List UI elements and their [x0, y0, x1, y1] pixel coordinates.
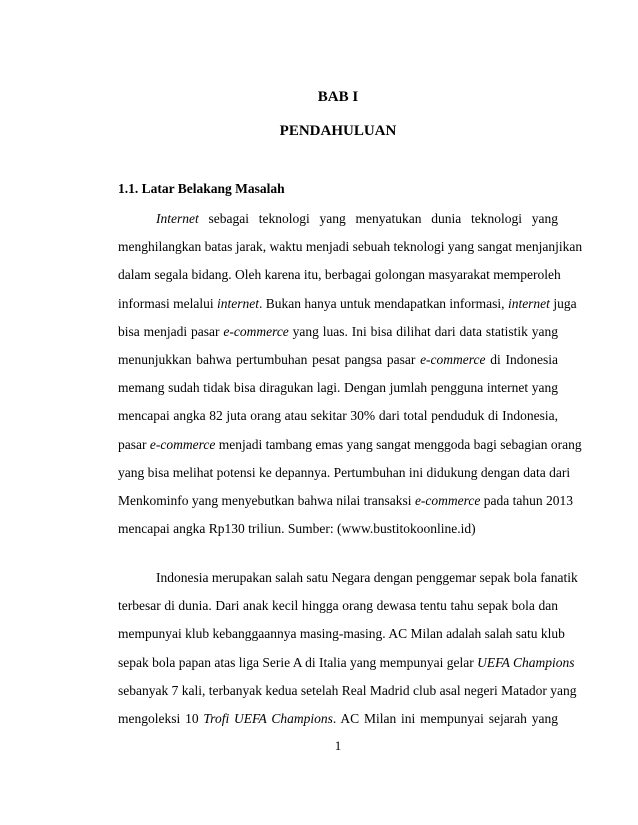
- text-run: Indonesia merupakan salah satu Negara dengan penggemar sepak bola fanatik: [156, 570, 578, 585]
- italic-term: e-commerce: [414, 493, 481, 509]
- text-run: mencapai angka 82 juta orang atau sekitar 30% dari total penduduk di Indonesia,: [118, 408, 558, 424]
- section-heading: 1.1. Latar Belakang Masalah: [118, 181, 285, 196]
- text-run: di Indonesia: [485, 352, 558, 368]
- italic-term: e-commerce: [420, 352, 486, 368]
- paragraph-line: [118, 459, 571, 487]
- text-run: mengoleksi 10: [118, 711, 204, 727]
- paragraph-latar-belakang-1: [118, 205, 583, 543]
- text-run: yang luas. Ini bisa dilihat dari data statistik yang: [288, 323, 558, 339]
- paragraph-line: [118, 402, 558, 430]
- text-run: sebanyak 7 kali, terbanyak kedua setelah Real Madrid club asal negeri Matador yang: [118, 682, 577, 698]
- italic-term: internet: [216, 295, 259, 311]
- text-run: mencapai angka Rp130 triliun. Sumber: (www.bustitokoonline.id): [118, 521, 476, 537]
- paragraph-line: [118, 205, 558, 233]
- text-run: menunjukkan bahwa pertumbuhan pesat pangsa pasar: [118, 352, 421, 368]
- paragraph-line: [118, 649, 575, 677]
- paragraph-line: [118, 233, 583, 261]
- chapter-title: PENDAHULUAN: [279, 123, 397, 139]
- text-run: sepak bola papan atas liga Serie A di Italia yang mempunyai gelar: [118, 654, 478, 670]
- text-run: juga: [549, 295, 577, 311]
- text-run: . Bukan hanya untuk mendapatkan informasi,: [258, 295, 508, 311]
- text-run: terbesar di dunia. Dari anak kecil hingga orang dewasa tentu tahu sepak bola dan: [118, 598, 558, 614]
- paragraph-line: [118, 592, 558, 620]
- text-run: yang bisa melihat potensi ke depannya. Pertumbuhan ini didukung dengan data dari: [118, 464, 571, 480]
- text-run: memang sudah tidak bisa diragukan lagi. Dengan jumlah pengguna internet yang: [118, 380, 558, 396]
- paragraph-line: [118, 346, 558, 374]
- italic-term: Internet: [156, 211, 199, 226]
- paragraph-line: [118, 487, 574, 515]
- italic-term: e-commerce: [149, 436, 216, 452]
- italic-term: UEFA Champions: [477, 654, 575, 670]
- text-run: bisa menjadi pasar: [118, 323, 224, 339]
- italic-term: internet: [507, 295, 550, 311]
- text-run: pada tahun 2013: [480, 493, 574, 509]
- text-run: sebagai teknologi yang menyatukan dunia teknologi yang: [198, 211, 558, 226]
- paragraph-latar-belakang-2: [118, 564, 578, 733]
- paragraph-line: [118, 620, 565, 648]
- text-run: informasi melalui: [118, 295, 217, 311]
- paragraph-line: [118, 431, 582, 459]
- text-run: menghilangkan batas jarak, waktu menjadi sebuah teknologi yang sangat menjanjikan: [118, 239, 583, 255]
- paragraph-line: [118, 515, 558, 543]
- paragraph-line: [118, 318, 558, 346]
- paragraph-line: [118, 705, 558, 733]
- paragraph-line: [118, 261, 561, 289]
- text-run: menjadi tambang emas yang sangat menggoda bagi sebagian orang: [215, 436, 582, 452]
- paragraph-line: [118, 290, 577, 318]
- paragraph-line: [118, 677, 577, 705]
- text-run: dalam segala bidang. Oleh karena itu, berbagai golongan masyarakat memperoleh: [118, 267, 561, 283]
- page-number: 1: [334, 738, 342, 753]
- text-run: pasar: [118, 436, 150, 452]
- chapter-number: BAB I: [317, 89, 359, 105]
- paragraph-line: [118, 374, 558, 402]
- italic-term: e-commerce: [223, 323, 289, 339]
- text-run: . AC Milan ini mempunyai sejarah yang: [332, 711, 559, 727]
- text-run: mempunyai klub kebanggaannya masing-masing. AC Milan adalah salah satu klub: [118, 626, 565, 642]
- italic-term: Trofi UEFA Champions: [203, 711, 333, 727]
- text-run: Menkominfo yang menyebutkan bahwa nilai transaksi: [118, 493, 415, 509]
- paragraph-line: [118, 564, 578, 592]
